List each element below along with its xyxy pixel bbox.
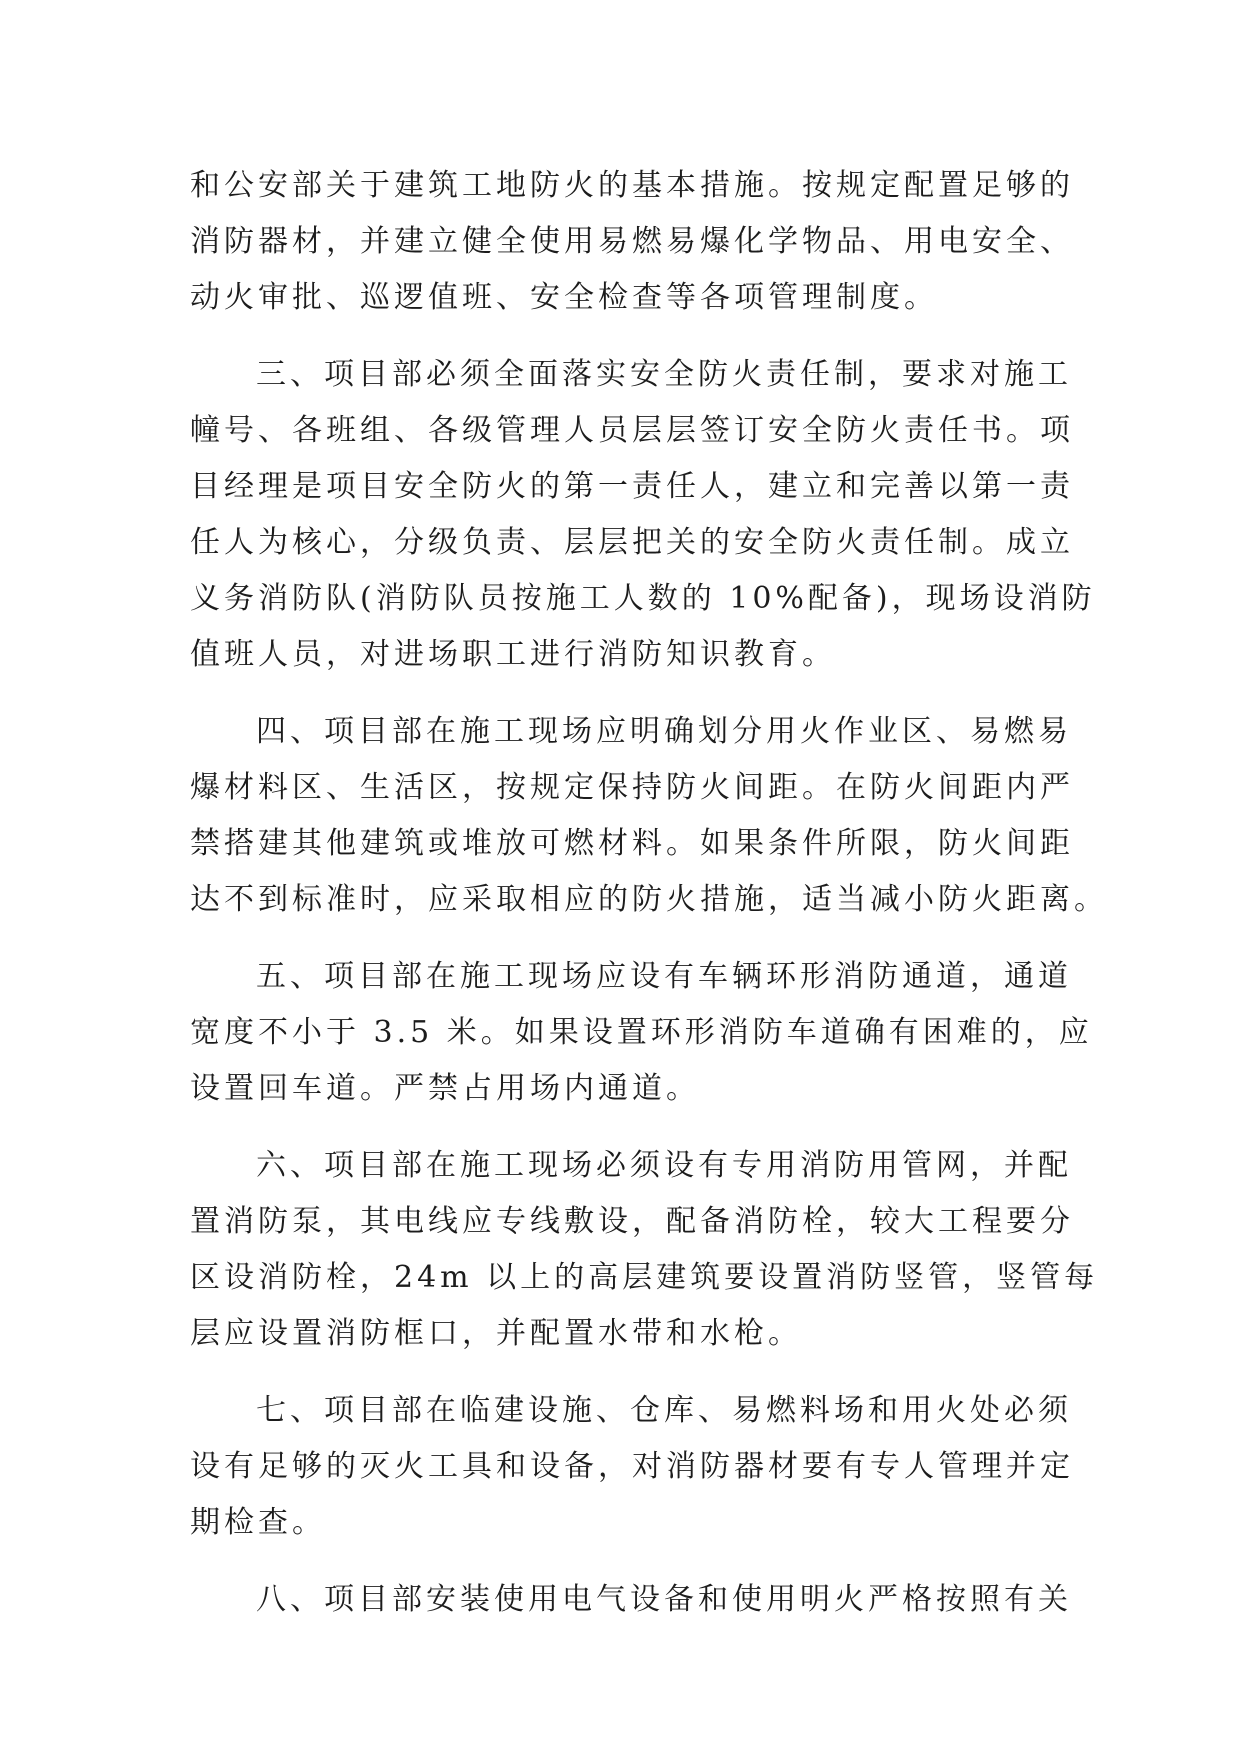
text-line: 禁搭建其他建筑或堆放可燃材料。如果条件所限，防火间距	[190, 826, 1074, 861]
paragraph-item-6	[190, 1138, 1099, 1362]
text-line: 动火审批、巡逻值班、安全检查等各项管理制度。	[190, 280, 938, 315]
text-line: 设有足够的灭火工具和设备，对消防器材要有专人管理并定	[190, 1449, 1074, 1484]
paragraph-item-5	[190, 949, 1093, 1117]
paragraph-item-7	[190, 1383, 1090, 1551]
paragraph-continued	[190, 158, 1090, 326]
document-body	[190, 158, 1108, 1628]
text-line: 层应设置消防框口，并配置水带和水枪。	[190, 1316, 802, 1351]
text-line: 六、项目部在施工现场必须设有专用消防用管网，并配	[256, 1148, 1072, 1183]
text-line: 七、项目部在临建设施、仓库、易燃料场和用火处必须	[256, 1393, 1072, 1428]
text-line: 达不到标准时，应采取相应的防火措施，适当减小防火距离。	[190, 882, 1108, 917]
text-line: 区设消防栓，24m 以上的高层建筑要设置消防竖管，竖管每	[190, 1260, 1099, 1295]
paragraph-item-4	[190, 704, 1108, 928]
text-line: 消防器材，并建立健全使用易燃易爆化学物品、用电安全、	[190, 224, 1074, 259]
text-line: 八、项目部安装使用电气设备和使用明火严格按照有关	[256, 1582, 1072, 1617]
text-line: 四、项目部在施工现场应明确划分用火作业区、易燃易	[256, 714, 1072, 749]
text-line: 幢号、各班组、各级管理人员层层签订安全防火责任书。项	[190, 413, 1074, 448]
text-line: 和公安部关于建筑工地防火的基本措施。按规定配置足够的	[190, 168, 1074, 203]
text-line: 义务消防队(消防队员按施工人数的 10%配备)，现场设消防	[190, 581, 1096, 616]
text-line: 任人为核心，分级负责、层层把关的安全防火责任制。成立	[190, 525, 1074, 560]
text-line: 爆材料区、生活区，按规定保持防火间距。在防火间距内严	[190, 770, 1074, 805]
text-line: 值班人员，对进场职工进行消防知识教育。	[190, 637, 836, 672]
paragraph-item-3	[190, 347, 1096, 683]
text-line: 五、项目部在施工现场应设有车辆环形消防通道，通道	[256, 959, 1072, 994]
text-line: 三、项目部必须全面落实安全防火责任制，要求对施工	[256, 357, 1072, 392]
text-line: 设置回车道。严禁占用场内通道。	[190, 1071, 700, 1106]
text-line: 期检查。	[190, 1505, 326, 1540]
paragraph-item-8	[190, 1572, 1090, 1628]
text-line: 目经理是项目安全防火的第一责任人，建立和完善以第一责	[190, 469, 1074, 504]
text-line: 宽度不小于 3.5 米。如果设置环形消防车道确有困难的，应	[190, 1015, 1093, 1050]
text-line: 置消防泵，其电线应专线敷设，配备消防栓，较大工程要分	[190, 1204, 1074, 1239]
